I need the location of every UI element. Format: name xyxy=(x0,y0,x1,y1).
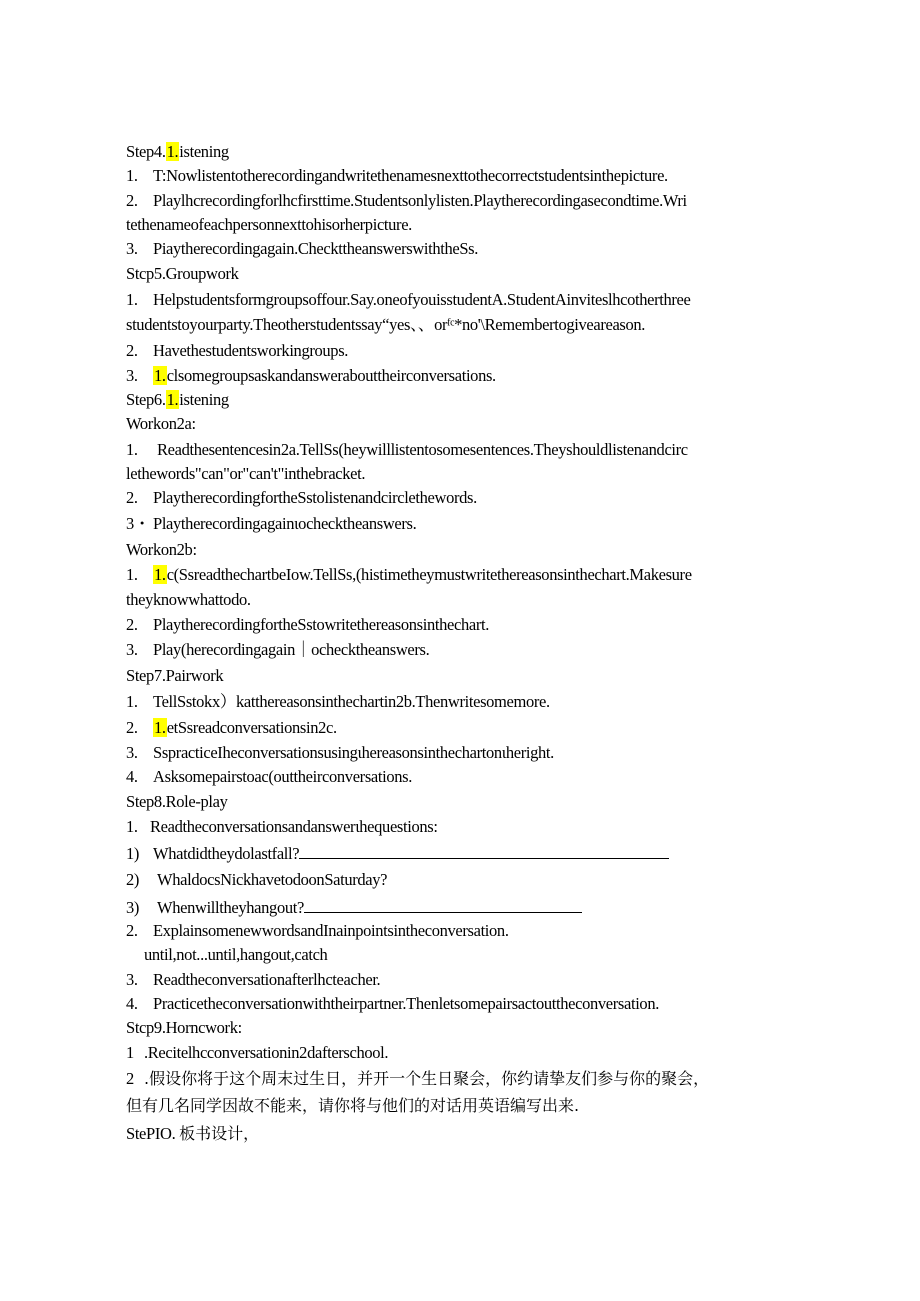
list-item: 1. TellSstokx）katthereasonsinthechartin2b.Thenwritesomemore. xyxy=(126,692,550,711)
list-item: 2. Havethestudentsworkingroups. xyxy=(126,341,349,360)
list-item: 3. Piaytherecordingagain.CheckttheanswerswiththeSs. xyxy=(126,239,479,258)
step8-heading: Step8.Role-play xyxy=(126,792,228,811)
answer-blank xyxy=(299,843,669,859)
work-on-2b: Workon2b: xyxy=(126,540,197,559)
work-on-2a: Workon2a: xyxy=(126,414,196,433)
list-item: 1. Helpstudentsformgroupsoffour.Say.oneofyouisstudentA.StudentAinviteslhcotherthree xyxy=(126,290,691,309)
list-item: 3・ Playtherecordingagainιochecktheanswers. xyxy=(126,514,417,533)
list-item-continuation: tethenameofeachpersonnexttohisorherpicture. xyxy=(126,215,412,234)
question-item: 2) WhaldocsNickhavetodoonSaturday? xyxy=(126,870,388,889)
step5-heading: Stcp5.Groupwork xyxy=(126,264,239,283)
list-item: 1 .Recitelhcconversationin2dafterschool. xyxy=(126,1043,389,1062)
step10-heading: StePIO. 板书设计， xyxy=(126,1124,260,1143)
question-item: 3) Whenwilltheyhangout? xyxy=(126,897,582,918)
list-item-continuation: studentstoyourparty.Theotherstudentssay“yes、、orᶠᶜ*no'\Remembertogiveareason. xyxy=(126,315,646,334)
highlight: 1. xyxy=(154,366,166,385)
highlight: 1. xyxy=(154,565,166,584)
list-item: 2. PlaytherecordingfortheSstolistenandcirclethewords. xyxy=(126,488,477,507)
list-item-continuation: until,not...until,hangout,catch xyxy=(144,945,328,964)
list-item: 2. Playlhcrecordingforlhcfirsttime.Studentsonlylisten.Playtherecordingasecondtime.Wri xyxy=(126,191,687,210)
step7-heading: Step7.Pairwork xyxy=(126,666,224,685)
list-item: 3. SspracticeIheconversationsusingιhereasonsinthechartonιheright. xyxy=(126,743,554,762)
list-item: 2 .假设你将于这个周末过生日，并开一个生日聚会，你约请挚友们参与你的聚会， xyxy=(126,1069,710,1088)
highlight: 1. xyxy=(166,390,179,409)
list-item: 4. Practicetheconversationwiththeirpartner.Thenletsomepairsactouttheconversation. xyxy=(126,994,660,1013)
list-item-continuation: lethewords"can"or"can't"inthebracket. xyxy=(126,464,366,483)
list-item: 2. 1.etSsreadconversationsin2c. xyxy=(126,718,337,737)
question-item: 1) Whatdidtheydolastfall? xyxy=(126,843,669,864)
list-item: 3. Readtheconversationafterlhcteacher. xyxy=(126,970,381,989)
list-item-continuation: theyknowwhattodo. xyxy=(126,590,251,609)
list-item: 3. 1.clsomegroupsaskandanswerabouttheirconversations. xyxy=(126,366,496,385)
list-item: 4. Asksomepairstoac(outtheirconversations. xyxy=(126,767,412,786)
list-item: 3. Play(herecordingagain｜ochecktheanswers. xyxy=(126,640,430,659)
answer-blank xyxy=(304,897,582,913)
list-item: 2. PlaytherecordingfortheSstowritethereasonsinthechart. xyxy=(126,615,489,634)
list-item: 1. Readtheconversationsandanswerιhequestions: xyxy=(126,817,438,836)
list-item: 2. ExplainsomenewwordsandInainpointsintheconversation. xyxy=(126,921,509,940)
highlight: 1. xyxy=(166,142,179,161)
step9-heading: Stcp9.Horncwork: xyxy=(126,1018,242,1037)
step4-heading: Step4.1.istening xyxy=(126,142,229,161)
step6-heading: Step6.1.istening xyxy=(126,390,229,409)
highlight: 1. xyxy=(154,718,166,737)
list-item-continuation: 但有几名同学因故不能来，请你将与他们的对话用英语编写出来. xyxy=(126,1096,580,1115)
list-item: 1. T:Nowlistentotherecordingandwritethenamesnexttothecorrectstudentsinthepicture. xyxy=(126,166,668,185)
list-item: 1. 1.c(SsreadthechartbeIow.TellSs,(histimetheymustwritethereasonsinthechart.Makesure xyxy=(126,565,692,584)
list-item: 1. Readthesentencesin2a.TellSs(heywilllistentosomesentences.Theyshouldlistenandcirc xyxy=(126,440,688,459)
